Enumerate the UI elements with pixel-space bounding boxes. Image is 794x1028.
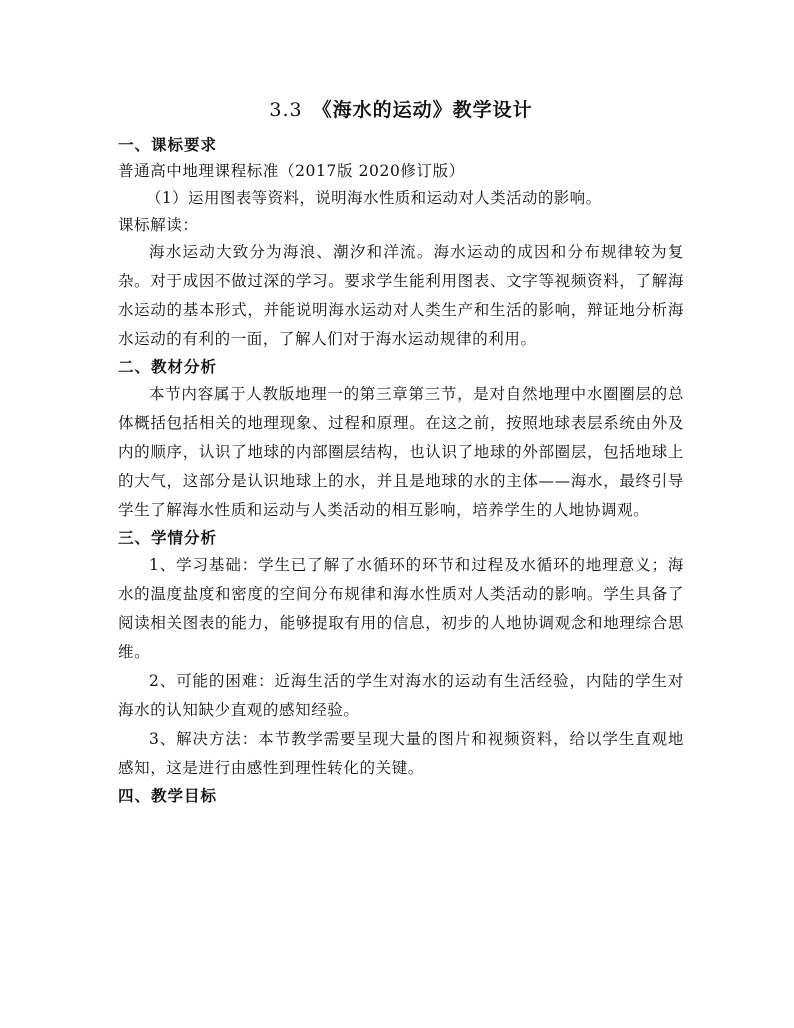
section-heading-textbook: 二、教材分析 [118,358,218,376]
title-text: 《海水的运动》教学设计 [312,99,533,121]
curriculum-requirement: （1）运用图表等资料，说明海水性质和运动对人类活动的影响。 [146,189,602,207]
interpretation-label: 课标解读： [118,216,199,234]
section-heading-learners: 三、学情分析 [118,529,218,547]
learner-analysis-item: 1、学习基础：学生已了解了水循环的环节和过程及水循环的地理意义；海水的温度盐度和密度的空间分布规律和海水性质对人类活动的影响。学生具备了阅读相关图表的能力，能够提取有用的信息，初步的人地协调观念和地理综合思维。 [118,556,684,661]
title-number: 3.3 [269,99,303,121]
curriculum-standard: 普通高中地理课程标准（2017版 2020修订版） [118,162,465,180]
section-heading-curriculum: 一、课标要求 [118,136,218,154]
learner-analysis-item: 2、可能的困难：近海生活的学生对海水的运动有生活经验，内陆的学生对海水的认知缺少直观的感知经验。 [118,672,684,719]
document-title [118,96,684,124]
document-page [118,96,684,809]
learner-analysis-item: 3、解决方法：本节教学需要呈现大量的图片和视频资料，给以学生直观地感知，这是进行由感性到理性转化的关键。 [118,730,684,777]
interpretation-paragraph: 海水运动大致分为海浪、潮汐和洋流。海水运动的成因和分布规律较为复杂。对于成因不做过深的学习。要求学生能利用图表、文字等视频资料，了解海水运动的基本形式，并能说明海水运动对人类生产和生活的影响，辩证地分析海水运动的有利的一面，了解人们对于海水运动规律的利用。 [118,243,684,348]
textbook-analysis-paragraph: 本节内容属于人教版地理一的第三章第三节，是对自然地理中水圈圈层的总体概括包括相关的地理现象、过程和原理。在这之前，按照地球表层系统由外及内的顺序，认识了地球的内部圈层结构，也认识了地球的外部圈层，包括地球上的大气，这部分是认识地球上的水，并且是地球的水的主体——海水，最终引导学生了解海水性质和运动与人类活动的相互影响，培养学生的人地协调观。 [118,385,684,519]
section-heading-objectives: 四、教学目标 [118,787,218,805]
